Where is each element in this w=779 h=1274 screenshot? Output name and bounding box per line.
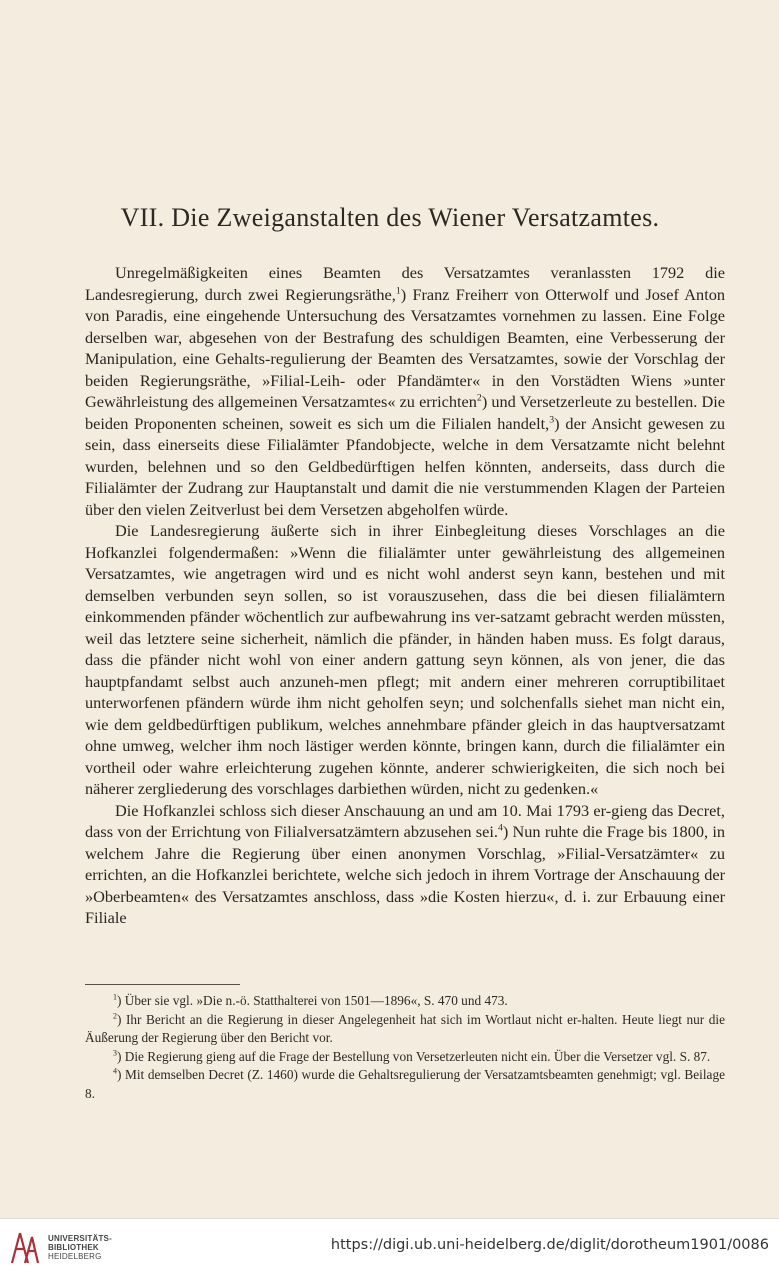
library-name: UNIVERSITÄTS- BIBLIOTHEK HEIDELBERG [48,1234,112,1261]
paragraph-1: Unregelmäßigkeiten eines Beamten des Versatzamtes veranlassten 1792 die Landesregierung, durch zwei Regierungsräthe,$^1$) Franz Freiherr von Otterwolf und Josef Anton von Paradis, eine eingehende Untersuchung des Versatzamtes vornehmen zu lassen. Eine Folge derselben war, abgesehen von der Bestrafung des schuldigen Beamten, eine Verbesserung der Manipulation, eine Gehalts-regulierung der Beamten des Versatzamtes, sowie der Vorschlag der beiden Regierungsräthe, »Filial-Leih- oder Pfandämter« in den Vorstädten Wiens »unter Gewährleistung des allgemeinen Versatzamtes« zu errichten$^2$) und Versetzerleute zu bestellen. Die beiden Proponenten scheinen, soweit es sich um die Filialen handelt,$^3$) der Ansicht gewesen zu sein, dass einerseits diese Filialämter Pfandobjecte, welche in dem Versatzamte nicht belehnt wurden, belehnen und so den Geldbedürftigen helfen könnten, anderseits, dass durch die Filialämter der Zudrang zur Hauptanstalt und damit die nie verstummenden Klagen der Parteien über den vielen Zeitverlust bei dem Versetzen abgeholfen würde. [85,263,725,519]
paragraph-2: Die Landesregierung äußerte sich in ihrer Einbegleitung dieses Vorschlages an die Hofkanzlei folgendermaßen: »Wenn die filialämter unter gewährleistung des allgemeinen Versatzamtes, wie angetragen wird und es nicht wohl anderst seyn kann, bestehen und mit demselben verbunden seyn sollen, so ist vorauszusehen, dass die bei diesen filialämtern einkommenden pfänder wöchentlich zur aufbewahrung ins ver-satzamt gebracht werden müssten, weil das letztere seine sicherheit, nämlich die pfänder, in händen haben muss. Es folgt daraus, dass die pfänder nicht wohl von einer andern gattung seyn können, als von jener, die das hauptpfandamt selbst auch anzuneh-men pflegt; mit andern einer mehreren corruptibilitaet unterworfenen pfändern würde ihm nicht geholfen seyn; und solchenfalls siehet man nicht ein, wie dem geldbedürftigen publikum, welches annehmbare pfänder gleich in das hauptversatzamt ohne umweg, welcher ihm noch lästiger werden könnte, bringen kann, durch die filialämter ein vortheil oder wahre erleichterung zugehen könnte, anderer schwierigkeiten, die sich noch bei näherer zergliederung des vorschlages darbiethen würden, nicht zu gedenken.« [85,521,725,798]
footnotes [85,992,725,1103]
footnote-ref-2: 2 [476,392,482,404]
paragraph-3: Die Hofkanzlei schloss sich dieser Anschauung an und am 10. Mai 1793 er-gieng das Decret, dass von der Errichtung von Filialversatzämtern abzusehen sei.$^4$) Nun ruhte die Frage bis 1800, in welchem Jahre die Regierung über einen anonymen Vorschlag, »Filial-Versatzämter« zu errichten, an die Hofkanzlei berichtete, welche sich jedoch in ihrem Vortrage der Anschauung der »Oberbeamten« des Versatzamtes anschloss, dass »die Kosten hierzu«, d. i. zur Erbauung einer Filiale [85,800,725,927]
footnote-1: $^1$) Über sie vgl. »Die n.-ö. Statthalterei von 1501—1896«, S. 470 und 473. [113,992,508,1008]
footnote-ref-4: 4 [497,822,503,834]
permalink-url[interactable]: https://digi.ub.uni-heidelberg.de/diglit/dorotheum1901/0086 [330,1237,769,1253]
footnote-4: $^4$) Mit demselben Decret (Z. 1460) wurde die Gehaltsregulierung der Versatzamtsbeamten genehmigt; vgl. Beilage 8. [85,1066,725,1101]
chapter-title: VII. Die Zweiganstalten des Wiener Versatzamtes. [120,203,660,232]
footer-bar [0,1218,779,1274]
footnote-3: $^3$) Die Regierung gieng auf die Frage der Bestellung von Versetzerleuten nicht ein. Über die Versetzer vgl. S. 87. [113,1048,711,1064]
heidelberg-library-logo-icon [8,1229,42,1265]
footnote-divider [85,984,240,985]
footnote-2: $^2$) Ihr Bericht an die Regierung in dieser Angelegenheit hat sich im Wortlaut nicht er-halten. Heute liegt nur die Äußerung der Regierung über den Bericht vor. [85,1011,725,1045]
body-text [85,262,725,929]
footnote-ref-3: 3 [549,414,555,426]
footnote-ref-1: 1 [395,285,401,297]
